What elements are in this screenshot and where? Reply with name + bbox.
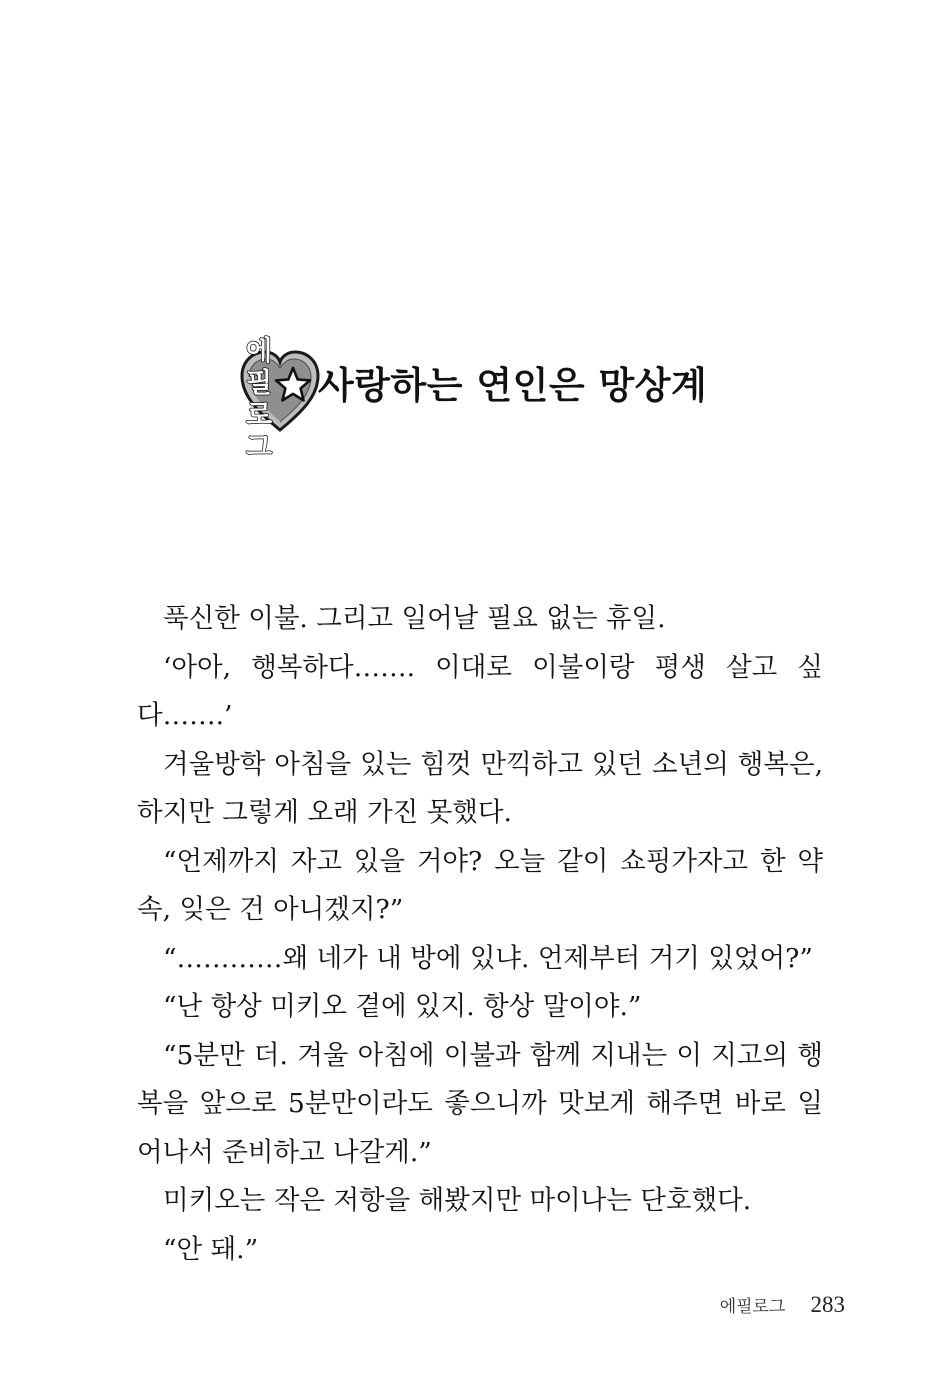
paragraph: “안 돼.” — [163, 1233, 259, 1265]
paragraph: 푹신한 이불. 그리고 일어날 필요 없는 휴일. — [163, 603, 666, 634]
footer-section-title: 에필로그 — [719, 1297, 786, 1317]
running-footer — [720, 1292, 845, 1318]
paragraph: “…………왜 네가 내 방에 있냐. 언제부터 거기 있었어?” — [163, 942, 813, 974]
paragraph: “언제까지 자고 있을 거야? 오늘 같이 쇼핑가자고 한 약속, 잊은 건 아니겠지?” — [137, 845, 823, 925]
chapter-title: 사랑하는 연인은 망상계 — [318, 364, 708, 407]
body-text — [137, 595, 823, 1274]
paragraph: 미키오는 작은 저항을 해봤지만 마이나는 단호했다. — [163, 1185, 752, 1216]
emblem-label: 에필로그 — [245, 336, 273, 463]
page-number: 283 — [810, 1292, 845, 1317]
chapter-heading — [238, 334, 758, 463]
chapter-emblem — [238, 334, 320, 463]
paragraph: “5분만 더. 겨울 아침에 이불과 함께 지내는 이 지고의 행복을 앞으로 5분만이라도 좋으니까 맛보게 해주면 바로 일어나서 준비하고 나갈게.” — [137, 1039, 823, 1168]
paragraph: 겨울방학 아침을 있는 힘껏 만끽하고 있던 소년의 행복은, 하지만 그렇게 오래 가진 못했다. — [137, 748, 823, 828]
paragraph: “난 항상 미키오 곁에 있지. 항상 말이야.” — [163, 991, 642, 1022]
paragraph: ‘아아, 행복하다……. 이대로 이불이랑 평생 살고 싶다…….’ — [137, 651, 823, 731]
